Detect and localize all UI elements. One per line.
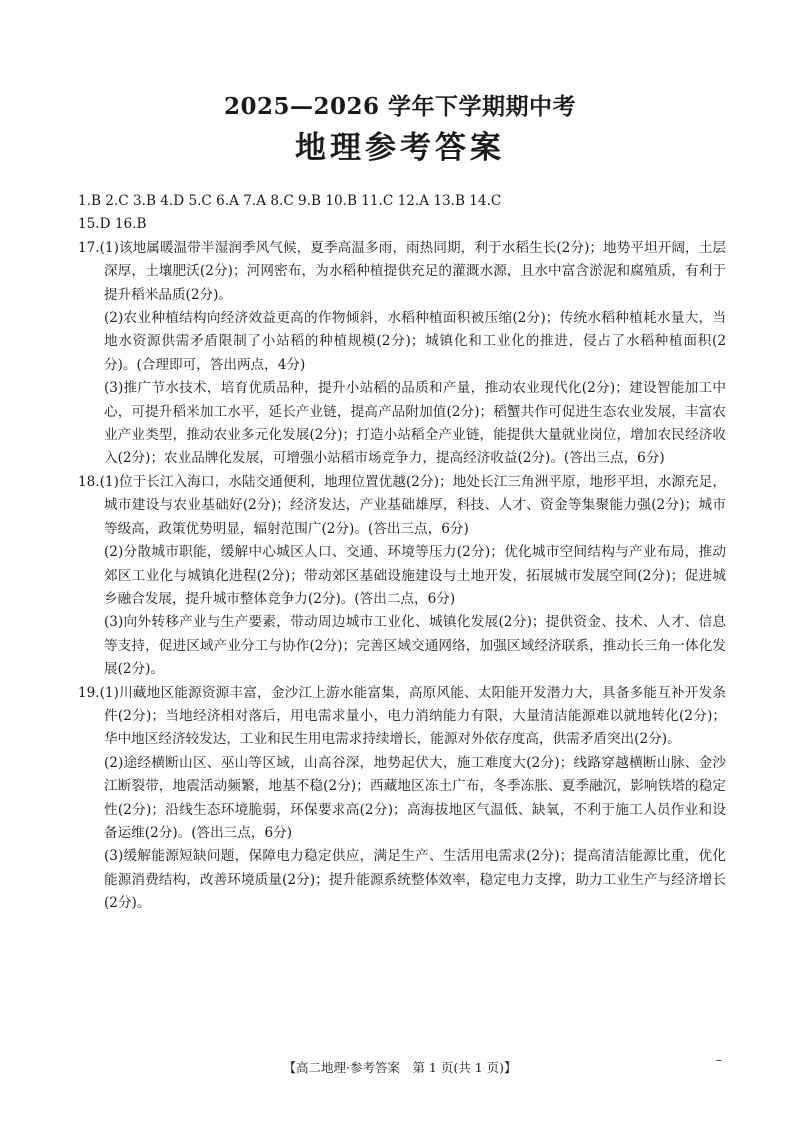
q19-part3: (3)缓解能源短缺问题，保障电力稳定供应，满足生产、生活用电需求(2分)；提高清洁能源比重，优化能源消费结构，改善环境质量(2分)；提升能源系统整体效率，稳定电力支撑，助力工业生产与经济增长(2分)。 — [104, 848, 726, 912]
page-title: 地理参考答案 — [295, 130, 505, 166]
q17-part2: (2)农业种植结构向经济效益更高的作物倾斜，水稻种植面积被压缩(2分)；传统水稻种植耗水量大，当地水资源供需矛盾限制了小站稻的种植规模(2分)；城镇化和工业化的推进，侵占了水稻种植面积(2分)。(合理即可，答出两点，4分) — [104, 310, 726, 373]
corner-mark: – — [716, 1053, 722, 1067]
mc-answers-line-2: 15.D 16.B — [78, 216, 147, 233]
q17-part3: (3)推广节水技术，培育优质品种，提升小站稻的品质和产量，推动农业现代化(2分)；建设智能加工中心，可提升稻米加工水平，延长产业链，提高产品附加值(2分)；稻蟹共作可促进生态农业发展，丰富农业产业类型，推动农业多元化发展(2分)；打造小站稻全产业链，能提供大量就业岗位，增加农民经济收入(2分)；农业品牌化发展，可增强小站稻市场竞争力，提高经济收益(2分)。(答出三点，6分) — [104, 380, 726, 467]
q18-part2: (2)分散城市职能，缓解中心城区人口、交通、环境等压力(2分)；优化城市空间结构与产业布局，推动郊区工业化与城镇化进程(2分)；带动郊区基础设施建设与土地开发，拓展城市发展空间(2分)；促进城乡融合发展，提升城市整体竞争力(2分)。(答出二点，6分) — [104, 544, 726, 607]
q18-part3: (3)向外转移产业与生产要素，带动周边城市工业化、城镇化发展(2分)；提供资金、技术、人才、信息等支持，促进区域产业分工与协作(2分)；完善区域交通网络，加强区域经济联系，推动长三角一体化发展(2分)。 — [104, 614, 726, 678]
page-footer: 【高二地理·参考答案 第 1 页(共 1 页)】 — [283, 1060, 517, 1075]
q18-part1: 18.(1)位于长江入海口，水陆交通便利，地理位置优越(2分)；地处长江三角洲平原，地形平坦，水源充足，城市建设与农业基础好(2分)；经济发达，产业基础雄厚，科技、人才、资金等集聚能力强(2分)；城市等级高，政策优势明显，辐射范围广(2分)。(答出三点，6分) — [78, 473, 726, 537]
q17-part1: 17.(1)该地属暖温带半湿润季风气候，夏季高温多雨，雨热同期，利于水稻生长(2分)；地势平坦开阔，土层深厚，土壤肥沃(2分)；河网密布，为水稻种植提供充足的灌溉水源，且水中富含淤泥和腐殖质，有利于提升稻米品质(2分)。 — [78, 239, 726, 303]
answer-body — [78, 190, 726, 916]
exam-title: 2025—2026 学年下学期期中考 — [223, 93, 577, 120]
q19-part2: (2)途经横断山区、巫山等区域，山高谷深，地势起伏大，施工难度大(2分)；线路穿越横断山脉、金沙江断裂带，地震活动频繁，地基不稳(2分)；西藏地区冻土广布，冬季冻胀、夏季融沉，影响铁塔的稳定性(2分)；沿线生态环境脆弱，环保要求高(2分)；高海拔地区气温低、缺氧，不利于施工人员作业和设备运维(2分)。(答出三点，6分) — [104, 754, 726, 841]
q19-part1: 19.(1)川藏地区能源资源丰富，金沙江上游水能富集，高原风能、太阳能开发潜力大，具备多能互补开发条件(2分)；当地经济相对落后，用电需求量小，电力消纳能力有限，大量清洁能源难以就地转化(2分)；华中地区经济较发达，工业和民生用电需求持续增长，能源对外依存度高，供需矛盾突出(2分)。 — [78, 684, 726, 748]
mc-answers-line-1: 1.B 2.C 3.B 4.D 5.C 6.A 7.A 8.C 9.B 10.B 11.C 12.A 13.B 14.C — [78, 193, 502, 209]
